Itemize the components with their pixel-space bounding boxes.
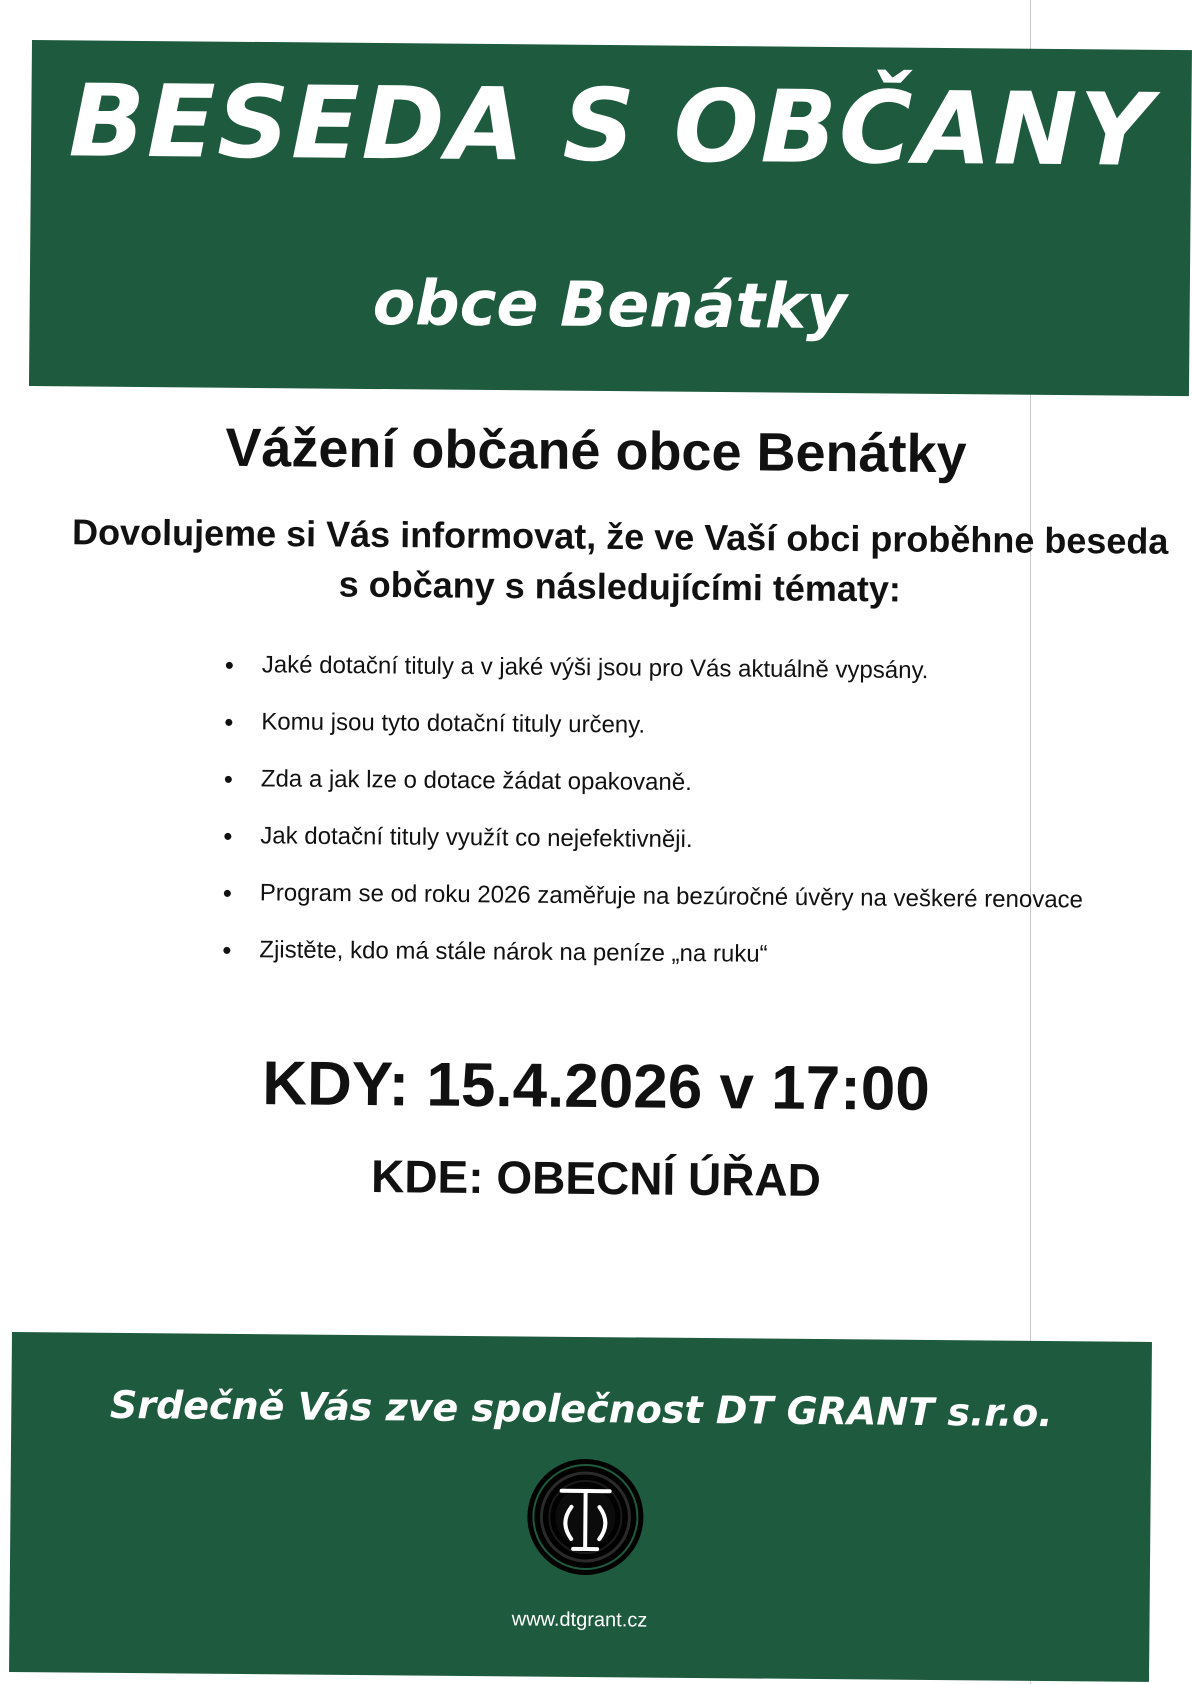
dt-grant-logo-icon	[525, 1456, 646, 1577]
bullet-icon: •	[223, 820, 233, 852]
bullet-icon: •	[222, 934, 232, 966]
topic-text: Jak dotační tituly využít co nejefektivněji.	[260, 822, 693, 854]
list-item	[223, 819, 1183, 884]
website-url: www.dtgrant.cz	[511, 1608, 648, 1632]
list-item	[222, 933, 1182, 998]
bullet-icon: •	[222, 877, 233, 909]
topic-text: Zjistěte, kdo má stále nárok na peníze „na ruku“	[259, 936, 768, 968]
bullet-icon: •	[223, 763, 234, 795]
topic-text: Program se od roku 2026 zaměřuje na bezúročné úvěry na veškeré renovace	[259, 879, 1084, 914]
topic-text: Jaké dotační tituly a v jaké výši jsou pro Vás aktuálně vypsány.	[261, 651, 929, 685]
page-title: BESEDA S OBČANY	[68, 62, 1155, 189]
header-band	[29, 40, 1192, 396]
event-location: KDE: OBECNÍ ÚŘAD	[370, 1150, 822, 1206]
bullet-icon: •	[224, 649, 235, 681]
footer-band	[9, 1332, 1152, 1682]
topic-text: Komu jsou tyto dotační tituly určeny.	[261, 708, 646, 739]
list-item	[224, 762, 1184, 827]
list-item	[223, 876, 1183, 941]
greeting-heading: Vážení občané obce Benátky	[225, 417, 967, 485]
page-subtitle: obce Benátky	[372, 265, 847, 344]
topic-list	[222, 648, 1185, 998]
event-date-time: KDY: 15.4.2026 v 17:00	[261, 1049, 931, 1124]
invitation-text: Srdečně Vás zve společnost DT GRANT s.r.o.	[109, 1382, 1053, 1436]
topic-text: Zda a jak lze o dotace žádat opakovaně.	[260, 765, 692, 797]
bullet-icon: •	[224, 706, 234, 738]
intro-text: Dovolujeme si Vás informovat, že ve Vaší obci proběhne beseda s občany s následujícími tématy:	[71, 511, 1169, 610]
list-item	[224, 705, 1184, 770]
list-item	[225, 648, 1185, 713]
